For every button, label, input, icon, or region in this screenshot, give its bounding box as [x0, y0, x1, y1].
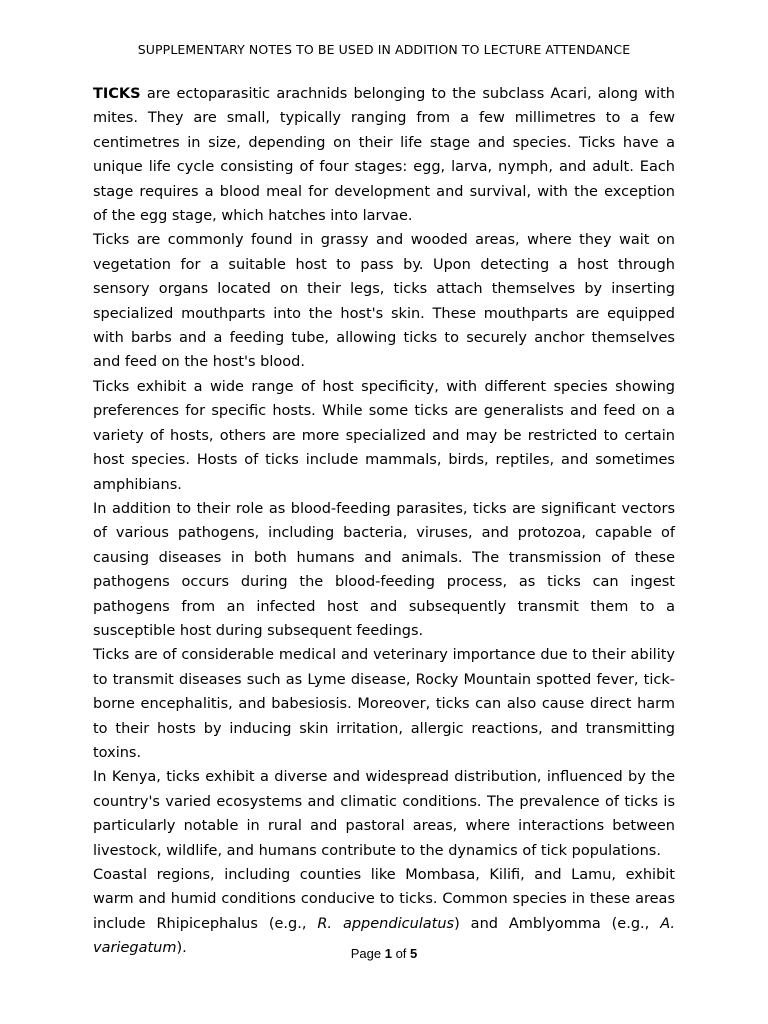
paragraph-host-specificity: Ticks exhibit a wide range of host specificity, with different species showing preferences for specific hosts. While some ticks are generalists and feed on a variety of hosts, others are more specialized and may be restricted to certain host species. Hosts of ticks include mammals, birds, reptiles, and sometimes amphibians. [93, 378, 675, 493]
page-total: 5 [410, 946, 418, 961]
page-of: of [391, 946, 411, 961]
page-footer [0, 946, 768, 961]
document-body [93, 82, 675, 961]
paragraph-text: ) and Amblyomma (e.g., [454, 915, 661, 932]
species-name: R. appendiculatus [317, 915, 455, 932]
page-current: 1 [384, 946, 392, 961]
ticks-lead-term: TICKS [93, 86, 141, 102]
paragraph-text: are ectoparasitic arachnids belonging to the subclass Acari, along with mites. They are small, typically ranging from a few millimetres to a few centimetres in size, depending on their life stage and species. Ticks have a unique life cycle consisting of four stages: egg, larva, nymph, and adult. Each stage requires a blood meal for development and survival, with the exception of the egg stage, which hatches into larvae. [93, 86, 675, 225]
paragraph-text: Coastal regions, including counties like Mombasa, Kilifi, and Lamu, exhibit warm and humid conditions conducive to ticks. Common species in these areas include Rhipicephalus (e.g., [93, 867, 675, 932]
paragraph-text: ). [176, 940, 187, 957]
page-header: SUPPLEMENTARY NOTES TO BE USED IN ADDITION TO LECTURE ATTENDANCE [137, 42, 631, 57]
paragraph-medical-importance: Ticks are of considerable medical and veterinary importance due to their ability to transmit diseases such as Lyme disease, Rocky Mountain spotted fever, tick-borne encephalitis, and babesiosis. Moreover, ticks can also cause direct harm to their hosts by inducing skin irritation, allergic reactions, and transmitting toxins. [93, 647, 675, 761]
species-name: A. variegatum [93, 915, 675, 957]
paragraph-vectors: In addition to their role as blood-feeding parasites, ticks are significant vectors of various pathogens, including bacteria, viruses, and protozoa, capable of causing diseases in both humans and animals. The transmission of these pathogens occurs during the blood-feeding process, as ticks can ingest pathogens from an infected host and subsequently transmit them to a susceptible host during subsequent feedings. [93, 500, 675, 639]
paragraph-habitat: Ticks are commonly found in grassy and wooded areas, where they wait on vegetation for a suitable host to pass by. Upon detecting a host through sensory organs located on their legs, ticks attach themselves by inserting specialized mouthparts into the host's skin. These mouthparts are equipped with barbs and a feeding tube, allowing ticks to securely anchor themselves and feed on the host's blood. [93, 232, 675, 371]
paragraph-ticks-intro [93, 82, 675, 228]
paragraph-kenya-distribution: In Kenya, ticks exhibit a diverse and widespread distribution, influenced by the country's varied ecosystems and climatic conditions. The prevalence of ticks is particularly notable in rural and pastoral areas, where interactions between livestock, wildlife, and humans contribute to the dynamics of tick populations. [93, 769, 675, 859]
page-label: Page [350, 946, 385, 961]
